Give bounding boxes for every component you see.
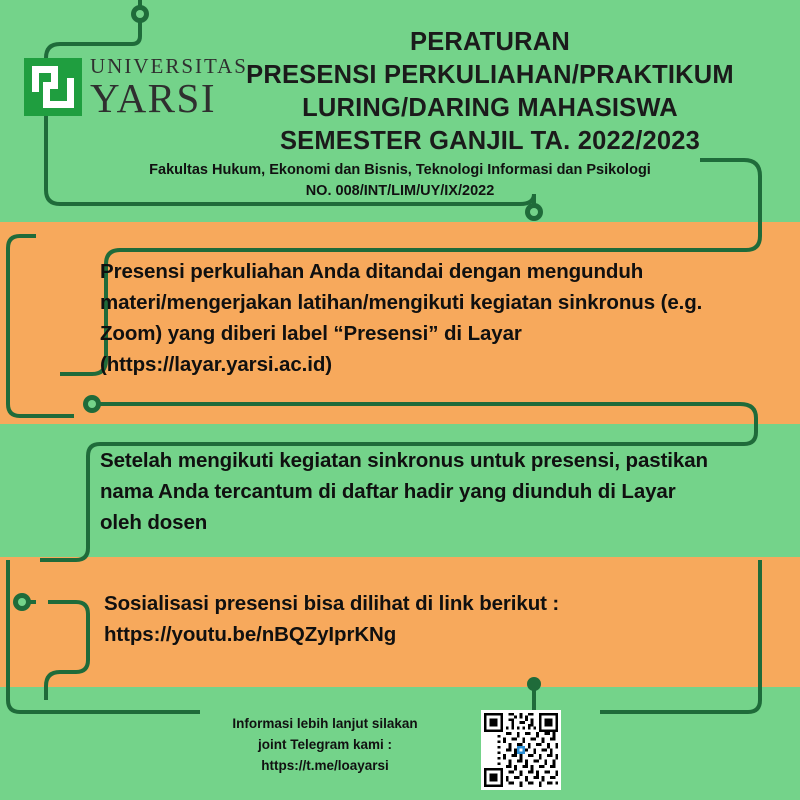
logo-line-2: YARSI xyxy=(90,75,216,121)
subtitle-document-number: NO. 008/INT/LIM/UY/IX/2022 xyxy=(305,183,495,200)
logo-line-1: UNIVERSITAS xyxy=(90,54,248,78)
page-title xyxy=(190,26,790,159)
rule-item-2: Setelah mengikuti kegiatan sinkronus untuk presensi, pastikan nama Anda tercantum di daftar hadir yang diunduh di Layar oleh dosen xyxy=(100,449,708,535)
title-line-1: PERATURAN xyxy=(410,28,570,56)
subtitle-faculties: Fakultas Hukum, Ekonomi dan Bisnis, Teknologi Informasi dan Psikologi xyxy=(149,162,651,178)
footer-line-2: joint Telegram kami : xyxy=(257,736,393,752)
rule-item-1: Presensi perkuliahan Anda ditandai dengan mengunduh materi/mengerjakan latihan/mengikuti kegiatan sinkronus (e.g. Zoom) yang diberi label “Presensi” di Layar (https://layar.yarsi.ac.id) xyxy=(100,260,703,377)
footer-contact-text xyxy=(180,714,470,777)
footer-line-1: Informasi lebih lanjut silakan xyxy=(232,716,418,731)
poster-footer xyxy=(0,700,800,800)
university-logo xyxy=(24,54,248,121)
poster-header xyxy=(0,0,800,222)
footer-line-3: https://t.me/loayarsi xyxy=(261,757,389,773)
qr-code-icon xyxy=(481,710,561,790)
qr-code[interactable] xyxy=(481,710,561,790)
title-line-2: PRESENSI PERKULIAHAN/PRAKTIKUM xyxy=(246,61,734,90)
title-line-3: LURING/DARING MAHASISWA xyxy=(302,94,678,123)
rule-item-3: Sosialisasi presensi bisa dilihat di link berikut : https://youtu.be/nBQZyIprKNg xyxy=(104,592,560,647)
page-subtitle xyxy=(60,160,740,202)
yarsi-logo-icon xyxy=(24,58,82,116)
title-line-4: SEMESTER GANJIL TA. 2022/2023 xyxy=(279,127,701,156)
